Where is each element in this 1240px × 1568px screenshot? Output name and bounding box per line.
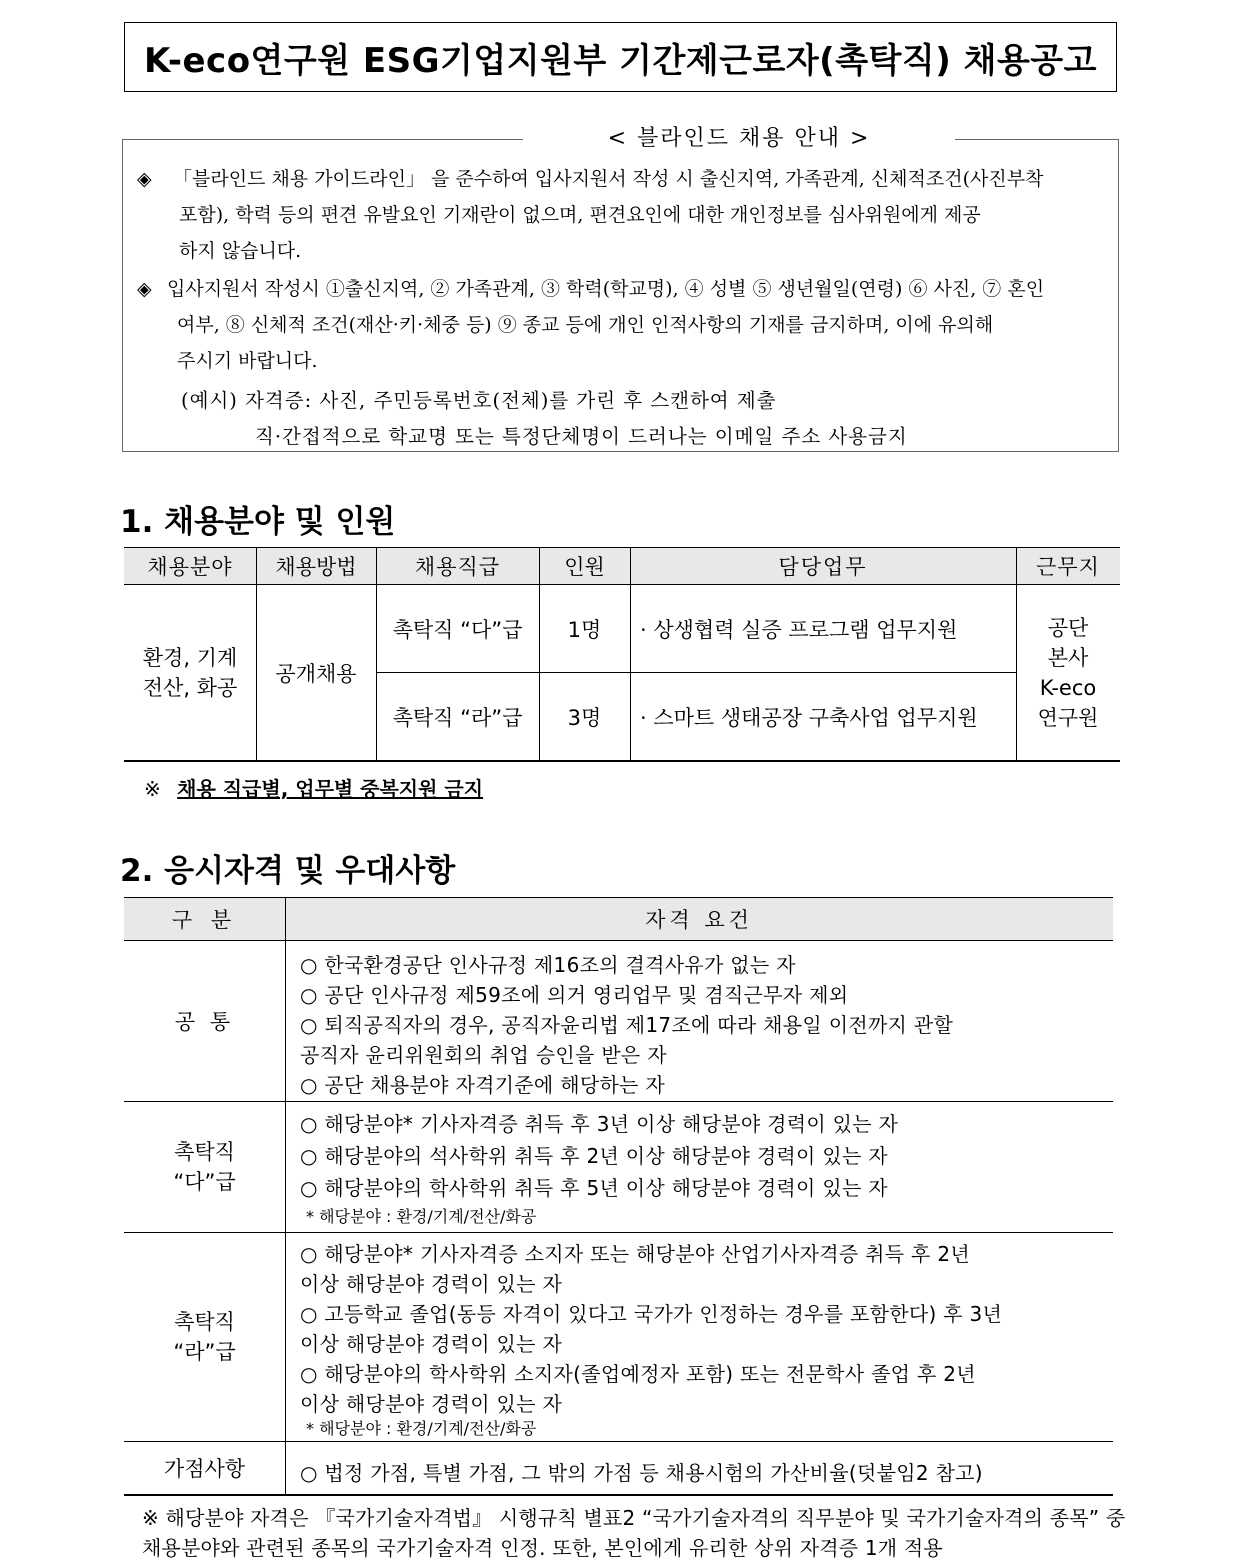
blind-para2-line1: 입사지원서 작성시 ①출신지역, ② 가족관계, ③ 학력(학교명), ④ 성별 ⑤ 생년월일(연령) ⑥ 사진, ⑦ 혼인 [167,278,1045,300]
blind-para1-line3: 하지 않습니다. [179,240,302,262]
header-requirements: 자격 요건 [645,908,753,932]
grade-da-req-3: ○ 해당분야의 학사학위 취득 후 5년 이상 해당분야 경력이 있는 자 [300,1176,888,1200]
duty-ra-cell: · 스마트 생태공장 구축사업 업무지원 [640,705,978,730]
grade-ra-req-1: ○ 해당분야* 기사자격증 소지자 또는 해당분야 산업기사자격증 취득 후 2년 [300,1242,970,1266]
grade-ra-req-1b: 이상 해당분야 경력이 있는 자 [300,1272,563,1296]
common-req-3: ○ 퇴직공직자의 경우, 공직자윤리법 제17조에 따라 채용일 이전까지 관할 [300,1013,954,1037]
qualification-table [124,897,1113,1495]
blind-paragraph-1 [137,161,1112,271]
section-1-heading: 1. 채용분야 및 인원 [120,504,396,540]
header-count: 인원 [564,555,605,579]
grade-da-note: * 해당분야 : 환경/기계/전산/화공 [306,1207,537,1226]
blind-para2-line3: 주시기 바랍니다. [177,350,318,372]
blind-para1-line2: 포함), 학력 등의 편견 유발요인 기재란이 없으며, 편견요인에 대한 개인정보를 심사위원에게 제공 [179,204,981,226]
diamond-bullet-icon: ◈ [137,278,152,300]
note-mark: ※ [144,777,161,801]
section-2-heading: 2. 응시자격 및 우대사항 [120,853,456,889]
blind-paragraph-2 [137,271,1112,381]
grade-ra-req-3: ○ 해당분야의 학사학위 소지자(졸업예정자 포함) 또는 전문학사 졸업 후 2년 [300,1362,976,1386]
common-req-2: ○ 공단 인사규정 제59조에 의거 영리업무 및 겸직근무자 제외 [300,983,849,1007]
field-line-1: 환경, 기계 [142,645,238,670]
location-line-3: K-eco [1039,675,1097,700]
grade-ra-label-2: “라”급 [173,1340,236,1364]
grade-da-label [124,1102,285,1232]
bonus-label: 가점사항 [163,1457,246,1481]
grade-da-label-1: 촉탁직 [174,1140,235,1164]
qualification-footnote-1: ※ 해당분야 자격은 『국가기술자격법』 시행규칙 별표2 “국가기술자격의 직무분야 및 국가기술자격의 종목” 중 [142,1506,1126,1530]
grade-da-label-2: “다”급 [173,1170,236,1194]
method-cell: 공개채용 [275,661,357,686]
blind-recruitment-notice [122,126,1119,452]
blind-example-2: 직·간접적으로 학교명 또는 특정단체명이 드러나는 이메일 주소 사용금지 [255,425,908,448]
grade-ra-label-1: 촉탁직 [174,1310,235,1334]
grade-ra-req-2: ○ 고등학교 졸업(동등 자격이 있다고 국가가 인정하는 경우를 포함한다) 후 3년 [300,1302,1003,1326]
location-line-2: 본사 [1047,645,1089,670]
header-grade: 채용직급 [414,555,501,579]
diamond-bullet-icon: ◈ [137,168,152,190]
grade-ra-note: * 해당분야 : 환경/기계/전산/화공 [306,1419,537,1438]
blind-notice-heading: < 블라인드 채용 안내 > [523,121,955,157]
location-cell [1016,585,1120,760]
blind-para2-line2: 여부, ⑧ 신체적 조건(재산·키·체중 등) ⑨ 종교 등에 개인 인적사항의 기재를 금지하며, 이에 유의해 [177,314,994,336]
header-duty: 담당업무 [778,555,868,579]
common-req-1: ○ 한국환경공단 인사규정 제16조의 결격사유가 없는 자 [300,953,796,977]
recruitment-table [124,547,1120,761]
common-req-3b: 공직자 윤리위원회의 취업 승인을 받은 자 [300,1043,667,1067]
blind-example-1: (예시) 자격증: 사진, 주민등록번호(전체)를 가린 후 스캔하여 제출 [181,389,777,412]
common-label: 공 통 [174,1010,235,1034]
page-title [124,22,1117,92]
page-title-text: K-eco연구원 ESG기업지원부 기간제근로자(촉탁직) 채용공고 [143,40,1097,81]
duplicate-application-note [144,773,483,802]
count-da-cell: 1명 [567,617,602,642]
bonus-req: ○ 법정 가점, 특별 가점, 그 밖의 가점 등 채용시험의 가산비율(덧붙임2 참고) [300,1461,983,1485]
grade-da-req-1: ○ 해당분야* 기사자격증 취득 후 3년 이상 해당분야 경력이 있는 자 [300,1112,899,1136]
header-method: 채용방법 [275,555,357,579]
count-ra-cell: 3명 [567,705,602,730]
blind-para1-line1: 「블라인드 채용 가이드라인」 을 준수하여 입사지원서 작성 시 출신지역, 가족관계, 신체적조건(사진부착 [173,168,1044,190]
grade-ra-cell: 촉탁직 “라”급 [392,705,523,730]
grade-da-req-2: ○ 해당분야의 석사학위 취득 후 2년 이상 해당분야 경력이 있는 자 [300,1144,888,1168]
qualification-footnote-2: 채용분야와 관련된 종목의 국가기술자격 인정. 또한, 본인에게 유리한 상위 자격증 1개 적용 [142,1536,943,1560]
common-req-4: ○ 공단 채용분야 자격기준에 해당하는 자 [300,1073,665,1097]
location-line-4: 연구원 [1037,705,1099,730]
location-line-1: 공단 [1047,615,1089,640]
field-cell [124,585,256,760]
note-text: 채용 직급별, 업무별 중복지원 금지 [177,777,484,801]
header-location: 근무지 [1036,555,1100,579]
grade-da-cell: 촉탁직 “다”급 [392,617,523,642]
grade-ra-req-3b: 이상 해당분야 경력이 있는 자 [300,1392,563,1416]
header-field: 채용분야 [147,555,233,579]
grade-ra-req-2b: 이상 해당분야 경력이 있는 자 [300,1332,563,1356]
field-line-2: 전산, 화공 [142,675,238,700]
duty-da-cell: · 상생협력 실증 프로그램 업무지원 [640,617,958,642]
header-category: 구 분 [171,908,238,932]
grade-ra-label [124,1233,285,1441]
